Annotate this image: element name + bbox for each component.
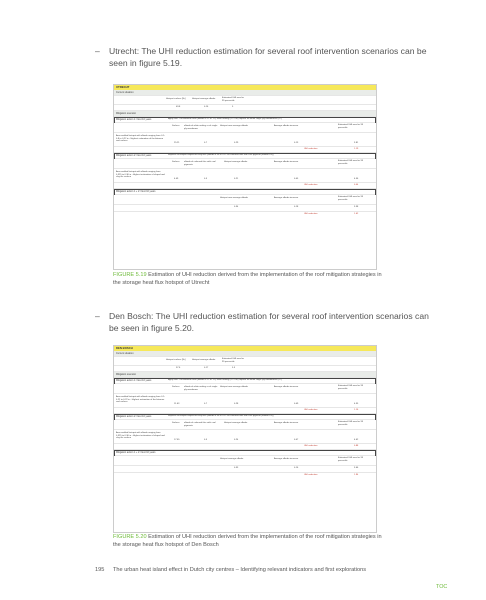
table-header: UTRECHT xyxy=(114,85,376,90)
bullet-den-bosch xyxy=(95,310,435,334)
caption-text: Estimation of UHI reduction derived from the implementation of the roof mitigation strategies in the storage heat flux hotspot of Utrecht xyxy=(113,272,382,287)
table-row: 49.8 0.16 5 xyxy=(114,105,376,111)
table-row: Hotspot surface [‰] Hotspot average albedo Estimated UHI max for 95 percentile xyxy=(114,357,376,366)
figure-5-20-table xyxy=(113,345,377,533)
caption-text: Estimation of UHI reduction derived from the implementation of the roof mitigation strategies in the storage heat flux hotspot of Den Bosch xyxy=(113,534,382,549)
figure-5-19-table xyxy=(113,84,377,270)
table-row: UHI reduction 1.62 xyxy=(114,212,376,217)
bullet-dash: – xyxy=(95,46,100,56)
table-row: Area welded hotspot with albedo ranging from 0.325 to 0.36 in - Highest estimation of sloped roof clay tile surface 4.09 0.5 0.21 0.05 4.56 xyxy=(114,169,376,183)
table-row: Mitigation action 2: Next 10 years Replace all hotspot sloped red clay tiles (albedo 0.36 to 0.22 for coloured tiles with cool pigment (albedo 0.5)) xyxy=(114,153,376,159)
table-row: Surface albedo of coloured tiles with cool pigments Hotspot average albedo Average albedo increase Estimated UHI max for 95 percentile xyxy=(114,420,376,430)
table-row: Surface albedo of white roofing or of single ply membrane Hotspot new average albedo Average albedo increase Estimated UHI max for 95 percentile xyxy=(114,384,376,394)
toc-link[interactable]: TOC xyxy=(436,584,448,590)
table-row: Mitigation action 1: Next 10 years Apply one: The bitumen roofs (albedo 0.12 to .22) while roofing (0.72-98) replace for white single ply membranes (0.7) xyxy=(114,378,376,384)
figure-5-20-caption xyxy=(113,533,383,549)
figure-label: FIGURE 5.20 xyxy=(113,534,147,540)
bullet-text: Den Bosch: The UHI reduction estimation for several roof intervention scenarios can be seen in figure 5.20. xyxy=(109,311,429,333)
table-row: Hotspot average albedo Average albedo increase Estimated UHI max for 95 percentile xyxy=(114,456,376,466)
page-number: 195 xyxy=(95,567,105,573)
table-row: Mitigation action 1 + 2: Next 10 years xyxy=(114,189,376,195)
bullet-text: Utrecht: The UHI reduction estimation for several roof intervention scenarios can be seen in figure 5.19. xyxy=(109,46,427,68)
table-row: Hotspot new average albedo Average albedo increase Estimated UHI max for 95 percentile xyxy=(114,195,376,205)
table-row: Area welded hotspot with albedo ranging from 0.1-0.8 to 0.22 in - Highest estimation of the bitumen roof surface 25.21 0.7 0.29 0.13 3.81 xyxy=(114,133,376,147)
table-row: Area welded hotspot with albedo ranging from 0.1-0.22 to 0.22 in - Highest estimation of the bitumen roof surface 11.63 0.7 0.28 0.09 4.35 xyxy=(114,394,376,408)
table-row: Current situation xyxy=(114,351,376,357)
table-row: Mitigation action 1: Next 10 years Apply one: The bitumen roofs (albedo 0.12 to .22) while roofing (0.72-98) replace for white single ply membranes (0.7) xyxy=(114,117,376,123)
table-row: 37.6 0.17 5.5 xyxy=(114,366,376,372)
table-row: UHI reduction 1.94 xyxy=(114,473,376,478)
table-row: 0.34 0.18 3.38 xyxy=(114,205,376,212)
table-row: Hotspot surface [‰] Hotspot average albedo Estimated UHI max for 95 percentile xyxy=(114,96,376,105)
table-row: Current situation xyxy=(114,90,376,96)
table-row: Mitigation action 2: Next 10 years Replace all hotspot sloped red clay tiles (albedo 0.36 to 0.22 for coloured tiles with cool pigment (albedo 0.5)) xyxy=(114,414,376,420)
table-row: Area welded hotspot with albedo ranging from 0.325 to 0.36 in - Highest estimation of sloped roof clay tile surface 17.65 0.5 0.24 0.07 4.62 xyxy=(114,430,376,444)
bullet-dash: – xyxy=(95,311,100,321)
table-row: Mitigation action 1 + 2: Next 10 years xyxy=(114,450,376,456)
table-row: UHI reduction 0.44 xyxy=(114,183,376,189)
running-footer: The urban heat island effect in Dutch city centres – Identifying relevant indicators and first explorations xyxy=(113,567,366,573)
table-row: Surface albedo of white roofing or of single ply membrane Hotspot new average albedo Average albedo increase Estimated UHI max for 95 percentile xyxy=(114,123,376,133)
table-header: DEN BOSCH xyxy=(114,346,376,351)
table-row: UHI reduction 1.16 xyxy=(114,408,376,414)
table-row: UHI reduction 1.19 xyxy=(114,147,376,153)
figure-5-19-caption xyxy=(113,271,383,287)
figure-label: FIGURE 5.19 xyxy=(113,272,147,278)
table-row: Surface albedo of coloured tiles with cool pigments Hotspot average albedo Average albedo increase Estimated UHI max for 95 percentile xyxy=(114,159,376,169)
table-row: 0.33 0.16 3.66 xyxy=(114,466,376,473)
bullet-utrecht xyxy=(95,45,435,69)
table-row: UHI reduction 0.88 xyxy=(114,444,376,450)
table-row: Mitigation scenario xyxy=(114,372,376,378)
table-row: Mitigation scenario xyxy=(114,111,376,117)
